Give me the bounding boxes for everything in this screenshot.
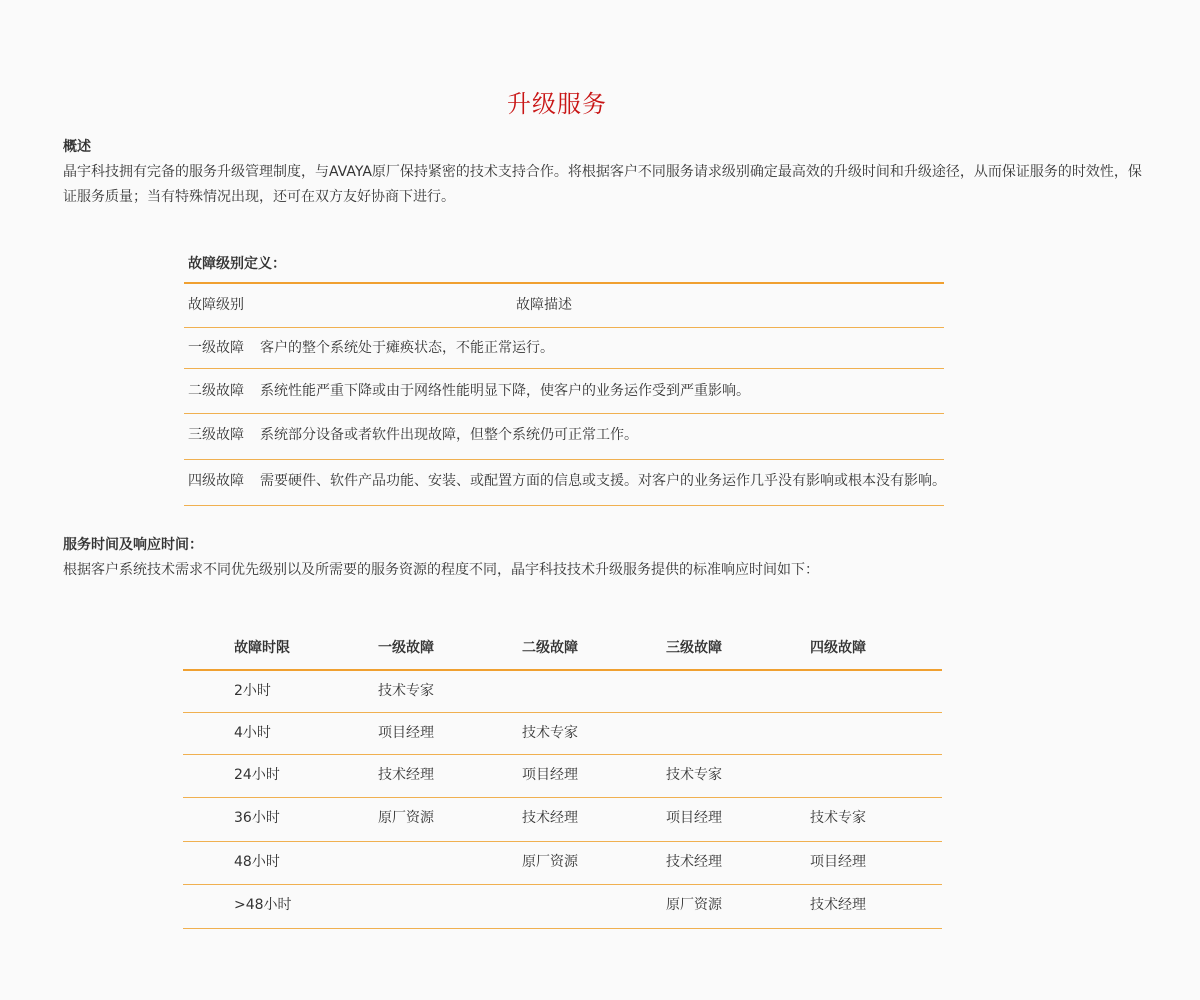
fault-description: 需要硬件、软件产品功能、安装、或配置方面的信息或支援。对客户的业务运作几乎没有影响或根本没有影响。 — [260, 473, 946, 489]
response-time-table — [183, 628, 942, 929]
header-level-4: 四级故障 — [810, 640, 866, 656]
table-cell: 项目经理 — [522, 767, 578, 783]
header-fault-description: 故障描述 — [516, 297, 572, 313]
table-cell: 项目经理 — [378, 725, 434, 741]
table-cell: 技术专家 — [378, 683, 434, 699]
fault-level-header — [184, 284, 944, 328]
header-fault-level: 故障级别 — [188, 297, 244, 313]
table-cell: 原厂资源 — [378, 810, 434, 826]
table-row — [183, 671, 942, 713]
time-limit-cell: 2小时 — [234, 683, 271, 699]
time-limit-cell: 36小时 — [234, 810, 280, 826]
table-cell: 技术专家 — [666, 767, 722, 783]
fault-level-table — [184, 250, 944, 506]
table-row — [183, 755, 942, 798]
service-time-section — [63, 533, 1143, 583]
table-row — [183, 885, 942, 929]
fault-level-label: 二级故障 — [188, 383, 244, 399]
table-cell: 技术经理 — [378, 767, 434, 783]
table-cell: 技术经理 — [810, 897, 866, 913]
service-time-heading: 服务时间及响应时间： — [63, 537, 203, 553]
header-level-1: 一级故障 — [378, 640, 434, 656]
service-time-body: 根据客户系统技术需求不同优先级别以及所需要的服务资源的程度不同，晶宇科技技术升级服务提供的标准响应时间如下： — [63, 562, 819, 578]
table-row — [183, 842, 942, 885]
time-limit-cell: 24小时 — [234, 767, 280, 783]
overview-section — [63, 135, 1143, 210]
table-cell: 技术专家 — [810, 810, 866, 826]
header-time-limit: 故障时限 — [234, 640, 290, 656]
table-cell: 技术经理 — [666, 854, 722, 870]
table-cell: 项目经理 — [810, 854, 866, 870]
time-limit-cell: 4小时 — [234, 725, 271, 741]
table-cell: 原厂资源 — [522, 854, 578, 870]
fault-level-label: 四级故障 — [188, 473, 244, 489]
fault-row-level-4 — [184, 460, 944, 506]
fault-description: 系统性能严重下降或由于网络性能明显下降，使客户的业务运作受到严重影响。 — [260, 383, 750, 399]
fault-description: 系统部分设备或者软件出现故障，但整个系统仍可正常工作。 — [260, 427, 638, 443]
table-cell: 原厂资源 — [666, 897, 722, 913]
table-cell: 项目经理 — [666, 810, 722, 826]
fault-row-level-1 — [184, 328, 944, 369]
table-row — [183, 798, 942, 842]
time-limit-cell: 48小时 — [234, 854, 280, 870]
time-limit-cell: >48小时 — [234, 897, 292, 913]
fault-level-caption: 故障级别定义： — [184, 250, 944, 284]
fault-level-label: 一级故障 — [188, 340, 244, 356]
fault-row-level-3 — [184, 414, 944, 460]
overview-heading: 概述 — [63, 139, 91, 155]
fault-level-label: 三级故障 — [188, 427, 244, 443]
overview-body: 晶宇科技拥有完备的服务升级管理制度，与AVAYA原厂保持紧密的技术支持合作。将根据客户不同服务请求级别确定最高效的升级时间和升级途径，从而保证服务的时效性，保证服务质量；当有特殊情况出现，还可在双方友好协商下进行。 — [63, 164, 1142, 205]
fault-row-level-2 — [184, 369, 944, 414]
table-row — [183, 713, 942, 755]
header-level-3: 三级故障 — [666, 640, 722, 656]
fault-description: 客户的整个系统处于瘫痪状态，不能正常运行。 — [260, 340, 554, 356]
page-title: 升级服务 — [507, 90, 607, 118]
response-table-header — [183, 628, 942, 671]
table-cell: 技术经理 — [522, 810, 578, 826]
table-cell: 技术专家 — [522, 725, 578, 741]
header-level-2: 二级故障 — [522, 640, 578, 656]
